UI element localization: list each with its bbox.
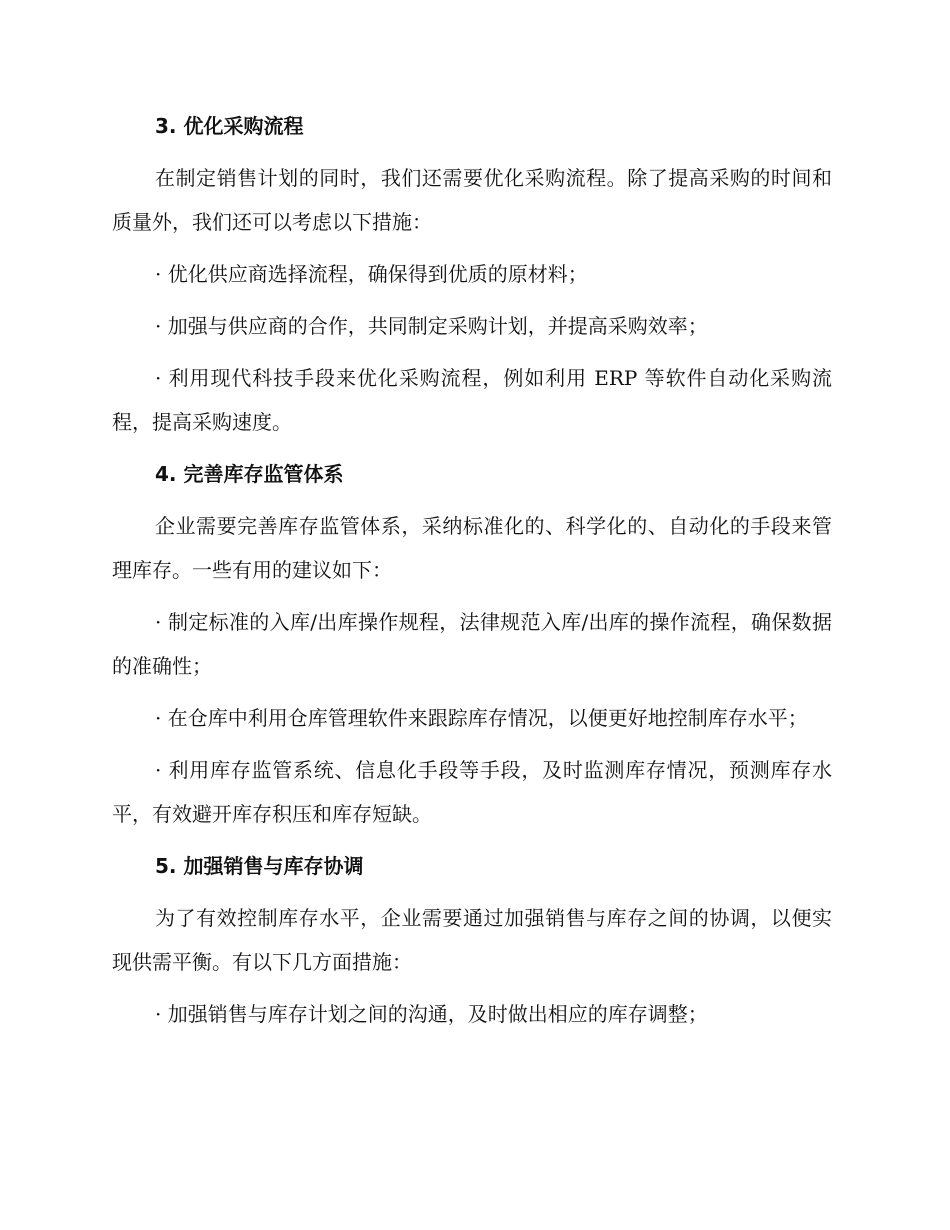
section-heading-5: 5. 加强销售与库存协调 bbox=[155, 854, 364, 878]
document-body bbox=[112, 104, 832, 1044]
bullet-item: · 优化供应商选择流程，确保得到优质的原材料； bbox=[155, 262, 588, 286]
bullet-item: · 利用库存监管系统、信息化手段等手段，及时监测库存情况，预测库存水平，有效避开库存积压和库存短缺。 bbox=[112, 758, 832, 826]
paragraph: 为了有效控制库存水平，企业需要通过加强销售与库存之间的协调，以便实现供需平衡。有以下几方面措施： bbox=[112, 906, 832, 974]
section-heading-4: 4. 完善库存监管体系 bbox=[155, 462, 344, 486]
paragraph: 企业需要完善库存监管体系，采纳标准化的、科学化的、自动化的手段来管理库存。一些有用的建议如下： bbox=[112, 514, 832, 582]
bullet-item: · 加强与供应商的合作，共同制定采购计划，并提高采购效率； bbox=[155, 314, 708, 338]
bullet-item: · 加强销售与库存计划之间的沟通，及时做出相应的库存调整； bbox=[155, 1002, 708, 1026]
paragraph: 在制定销售计划的同时，我们还需要优化采购流程。除了提高采购的时间和质量外，我们还可以考虑以下措施： bbox=[112, 166, 832, 234]
bullet-item: · 在仓库中利用仓库管理软件来跟踪库存情况，以便更好地控制库存水平； bbox=[155, 706, 808, 730]
section-heading-3: 3. 优化采购流程 bbox=[155, 114, 304, 138]
bullet-item: · 制定标准的入库/出库操作规程，法律规范入库/出库的操作流程，确保数据的准确性； bbox=[112, 610, 832, 678]
bullet-item: · 利用现代科技手段来优化采购流程，例如利用 ERP 等软件自动化采购流程，提高采购速度。 bbox=[112, 366, 832, 434]
